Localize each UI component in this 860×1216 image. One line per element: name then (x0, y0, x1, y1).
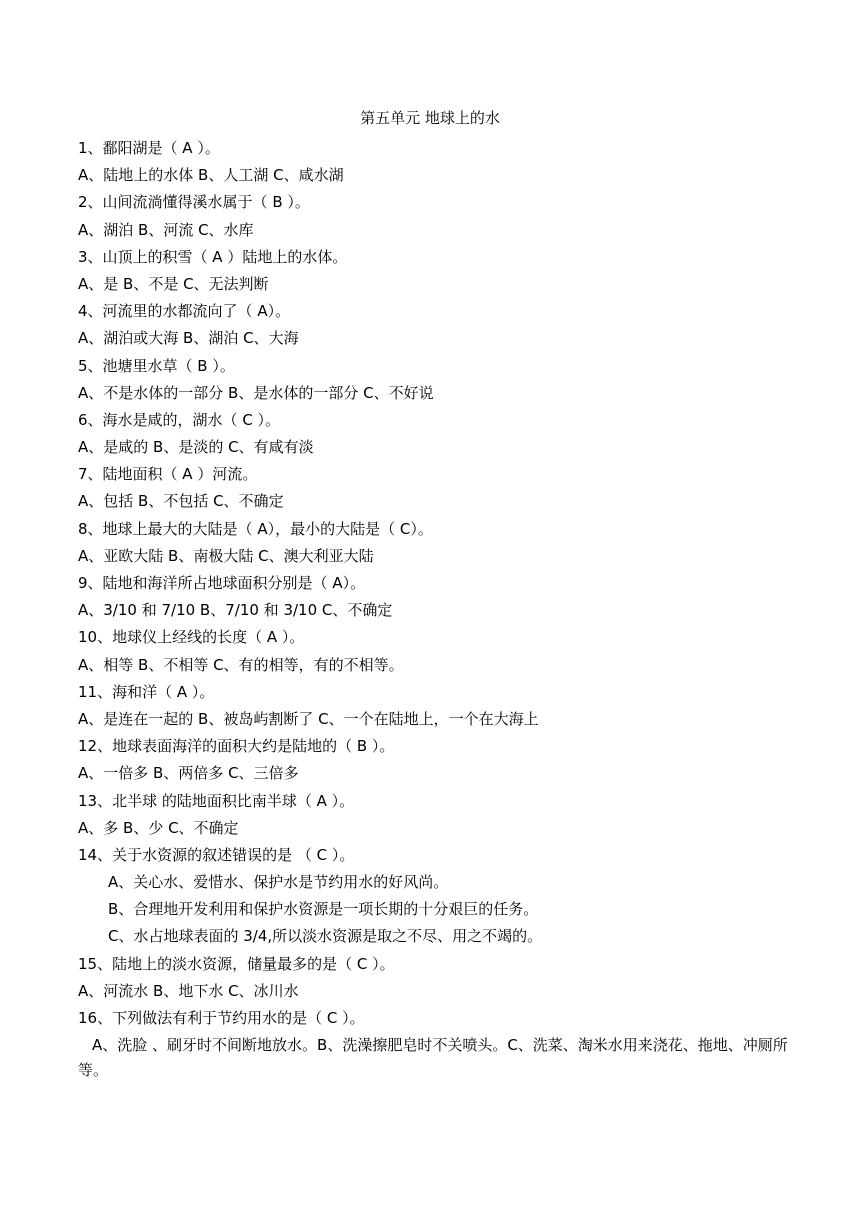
answer-options-line: A、一倍多 B、两倍多 C、三倍多 (78, 764, 299, 783)
answer-options-line: A、湖泊或大海 B、湖泊 C、大海 (78, 329, 299, 348)
question-line: 5、池塘里水草（ B ）。 (78, 356, 235, 375)
question-line: 1、鄱阳湖是（ A ）。 (78, 139, 220, 157)
answer-options-line: A、不是水体的一部分 B、是水体的一部分 C、不好说 (78, 383, 434, 402)
answer-options-line: A、关心水、爱惜水、保护水是节约用水的好风尚。 (108, 873, 449, 892)
question-list (78, 135, 808, 1032)
answer-options-line: A、陆地上的水体 B、人工湖 C、咸水湖 (78, 166, 344, 185)
question-line: 7、陆地面积（ A ）河流。 (78, 465, 258, 484)
answer-options-line: A、多 B、少 C、不确定 (78, 818, 239, 837)
answer-options-line: A、包括 B、不包括 C、不确定 (78, 492, 284, 511)
question-line: 15、陆地上的淡水资源，储量最多的是（ C ）。 (78, 954, 395, 973)
question-line: 4、河流里的水都流向了（ A）。 (78, 302, 291, 321)
question-line: 11、海和洋（ A ）。 (78, 682, 215, 701)
question-line: 13、北半球 的陆地面积比南半球（ A ）。 (78, 791, 355, 810)
answer-options-line: C、水占地球表面的 3/4,所以淡水资源是取之不尽、用之不竭的。 (108, 927, 543, 946)
answer-options-line: A、是 B、不是 C、无法判断 (78, 274, 269, 293)
question-16-options: A、洗脸 、刷牙时不间断地放水。B、洗澡擦肥皂时不关喷头。C、洗菜、淘米水用来浇花、拖地、冲厕所等。 (78, 1036, 788, 1079)
page-title: 第五单元 地球上的水 (360, 109, 500, 127)
question-line: 12、地球表面海洋的面积大约是陆地的（ B ）。 (78, 737, 395, 756)
answer-options-line: A、是连在一起的 B、被岛屿割断了 C、一个在陆地上，一个在大海上 (78, 709, 539, 728)
question-line: 8、地球上最大的大陆是（ A），最小的大陆是（ C）。 (78, 519, 433, 538)
question-line: 10、地球仪上经线的长度（ A ）。 (78, 628, 305, 647)
question-line: 6、海水是咸的，湖水（ C ）。 (78, 410, 281, 429)
answer-options-line: B、合理地开发利用和保护水资源是一项长期的十分艰巨的任务。 (108, 900, 539, 919)
question-line: 3、山顶上的积雪（ A ）陆地上的水体。 (78, 247, 348, 266)
question-line: 14、关于水资源的叙述错误的是 （ C ）。 (78, 845, 355, 864)
answer-options-line: A、亚欧大陆 B、南极大陆 C、澳大利亚大陆 (78, 546, 374, 565)
question-line: 2、山间流淌懂得溪水属于（ B ）。 (78, 193, 310, 212)
answer-options-line: A、相等 B、不相等 C、有的相等，有的不相等。 (78, 655, 404, 674)
answer-options-line: A、是咸的 B、是淡的 C、有咸有淡 (78, 438, 314, 457)
answer-options-line: A、河流水 B、地下水 C、冰川水 (78, 981, 299, 1000)
question-line: 16、下列做法有利于节约用水的是（ C ）。 (78, 1009, 365, 1027)
question-line: 9、陆地和海洋所占地球面积分别是（ A）。 (78, 574, 366, 592)
answer-options-line: A、湖泊 B、河流 C、水库 (78, 220, 254, 239)
answer-options-line: A、3/10 和 7/10 B、7/10 和 3/10 C、不确定 (78, 601, 393, 620)
